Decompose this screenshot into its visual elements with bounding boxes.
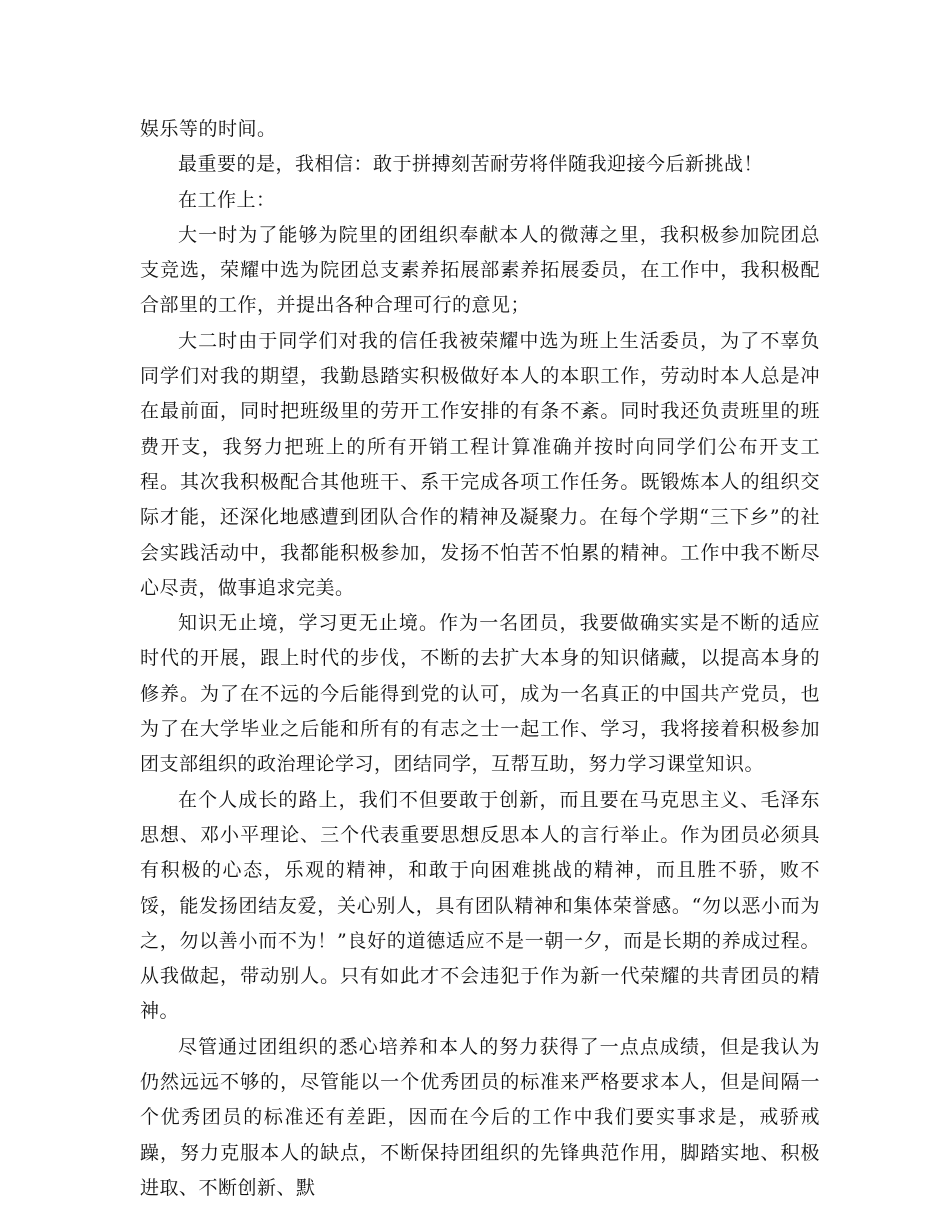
paragraph: 在工作上： — [178, 188, 276, 211]
paragraph: 在个人成长的路上，我们不但要敢于创新，而且要在马克思主义、毛泽东思想、邓小平理论、三个代表重要思想反思本人的言行举止。作为团员必须具有积极的心态，乐观的精神，和敢于向困难挑战的精神，而且胜不骄，败不馁，能发扬团结友爱，关心别人，具有团队精神和集体荣誉感。“勿以恶小而为之，勿以善小而不为！”良好的道德适应不是一朝一夕，而是长期的养成过程。从我做起，带动别人。只有如此才不会违犯于作为新一代荣耀的共青团员的精神。 — [140, 788, 820, 1023]
paragraph: 大一时为了能够为院里的团组织奉献本人的微薄之里，我积极参加院团总支竞选，荣耀中选为院团总支素养拓展部素养拓展委员，在工作中，我积极配合部里的工作，并提出各种合理可行的意见； — [140, 223, 820, 317]
paragraph: 最重要的是，我相信：敢于拼搏刻苦耐劳将伴随我迎接今后新挑战！ — [178, 153, 764, 176]
document-body — [140, 112, 820, 1206]
paragraph: 知识无止境，学习更无止境。作为一名团员，我要做确实实是不断的适应时代的开展，跟上时代的步伐，不断的去扩大本身的知识储藏，以提高本身的修养。为了在不远的今后能得到党的认可，成为一名真正的中国共产党员，也为了在大学毕业之后能和所有的有志之士一起工作、学习，我将接着积极参加团支部组织的政治理论学习，团结同学，互帮互助，努力学习课堂知识。 — [140, 612, 820, 776]
paragraph: 大二时由于同学们对我的信任我被荣耀中选为班上生活委员，为了不辜负同学们对我的期望，我勤恳踏实积极做好本人的本职工作，劳动时本人总是冲在最前面，同时把班级里的劳开工作安排的有条不紊。同时我还负责班里的班费开支，我努力把班上的所有开销工程计算准确并按时向同学们公布开支工程。其次我积极配合其他班干、系干完成各项工作任务。既锻炼本人的组织交际才能，还深化地感遭到团队合作的精神及凝聚力。在每个学期“三下乡”的社会实践活动中，我都能积极参加，发扬不怕苦不怕累的精神。工作中我不断尽心尽责，做事追求完美。 — [140, 329, 820, 599]
paragraph: 娱乐等的时间。 — [140, 118, 277, 140]
paragraph: 尽管通过团组织的悉心培养和本人的努力获得了一点点成绩，但是我认为仍然远远不够的，尽管能以一个优秀团员的标准来严格要求本人，但是间隔一个优秀团员的标准还有差距，因而在今后的工作中我们要实事求是，戒骄戒躁，努力克服本人的缺点，不断保持团组织的先锋典范作用，脚踏实地、积极进取、不断创新、默 — [140, 1035, 820, 1199]
